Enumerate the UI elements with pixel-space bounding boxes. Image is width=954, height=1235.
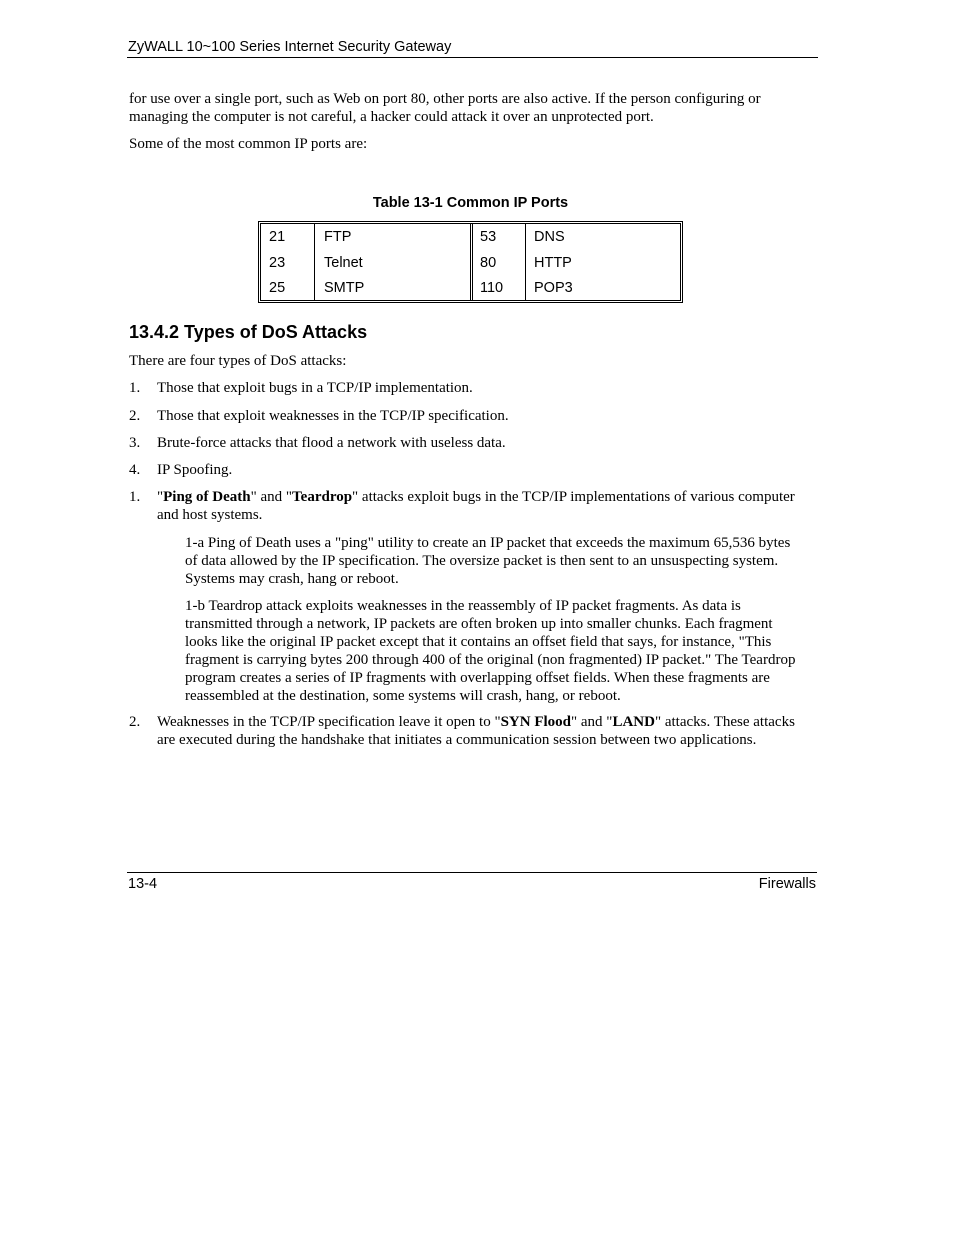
list-number: 1. — [129, 489, 141, 505]
quote: " — [157, 489, 164, 505]
page-number: 13-4 — [128, 876, 158, 892]
text-fragment: " attacks exploit bugs in the TCP/IP implementations of various computer and host systems. — [157, 489, 795, 523]
service-name-cell: Telnet — [324, 255, 363, 271]
section-heading: 13.4.2 Types of DoS Attacks — [129, 322, 368, 342]
port-number-cell: 110 — [480, 280, 504, 296]
list-number: 4. — [129, 462, 141, 478]
list-number: 2. — [129, 408, 141, 424]
section-intro: There are four types of DoS attacks: — [129, 353, 347, 369]
list-number: 2. — [129, 714, 141, 730]
text-fragment: " and " — [571, 714, 613, 730]
port-number-cell: 21 — [269, 229, 286, 245]
list-text: Brute-force attacks that flood a network with useless data. — [157, 435, 506, 451]
port-number-cell: 80 — [480, 255, 497, 271]
column-divider — [314, 224, 315, 300]
service-name-cell: HTTP — [534, 255, 572, 271]
detail-text — [157, 713, 797, 749]
port-number-cell: 53 — [480, 229, 497, 245]
detail-item-spec-weaknesses — [129, 713, 801, 767]
header-divider — [127, 57, 818, 58]
list-text: Those that exploit weaknesses in the TCP/IP specification. — [157, 408, 509, 424]
term-ping-of-death: Ping of Death — [163, 489, 251, 505]
list-item — [129, 461, 801, 479]
term-land: LAND — [612, 714, 655, 730]
table-caption: Table 13-1 Common IP Ports — [372, 195, 569, 211]
sub-paragraph-ping-of-death: 1-a Ping of Death uses a "ping" utility to create an IP packet that exceeds the maximum 65,536 bytes of data allowed by the IP specification. The oversize packet is then sent to an unsuspecting system. Systems may crash, hang or reboot. — [185, 535, 791, 587]
list-item — [129, 434, 801, 452]
chapter-name: Firewalls — [758, 876, 816, 892]
list-text: IP Spoofing. — [157, 462, 233, 478]
list-number: 3. — [129, 435, 141, 451]
service-name-cell: FTP — [324, 229, 352, 245]
common-ip-ports-table — [258, 221, 683, 303]
column-divider-center — [470, 224, 473, 300]
list-number: 1. — [129, 380, 141, 396]
text-fragment: " attacks. These attacks are executed during the handshake that initiates a communication session between two applications. — [157, 714, 795, 748]
term-teardrop: Teardrop — [292, 489, 353, 505]
service-name-cell: SMTP — [324, 280, 365, 296]
column-divider — [525, 224, 526, 300]
list-item — [129, 379, 801, 397]
port-number-cell: 25 — [269, 280, 286, 296]
detail-text — [157, 488, 797, 524]
term-syn-flood: SYN Flood — [500, 714, 572, 730]
intro-paragraph: for use over a single port, such as Web on port 80, other ports are also active. If the person configuring or managing the computer is not careful, a hacker could attack it over an unprotected port. — [129, 91, 761, 125]
page-header-title: ZyWALL 10~100 Series Internet Security Gateway — [128, 39, 452, 55]
footer-divider — [127, 872, 817, 873]
detail-item-bug-attacks — [129, 488, 801, 524]
service-name-cell: POP3 — [534, 280, 573, 296]
list-item — [129, 407, 801, 425]
text-fragment: " and " — [250, 489, 293, 505]
list-text: Those that exploit bugs in a TCP/IP implementation. — [157, 380, 473, 396]
service-name-cell: DNS — [534, 229, 565, 245]
sub-paragraph-teardrop: 1-b Teardrop attack exploits weaknesses in the reassembly of IP packet fragments. As data is transmitted through a network, IP packets are often broken up into smaller chunks. Each fragment looks like the original IP packet except that it contains an offset field that says, for instance, "This fragment is carrying bytes 200 through 400 of the original (non fragmented) IP packet." The Teardrop program creates a series of IP fragments with overlapping offset fields. When these fragments are reassembled at the destination, some systems will crash, hang, or reboot. — [185, 598, 796, 704]
intro-lead-in: Some of the most common IP ports are: — [129, 136, 368, 152]
port-number-cell: 23 — [269, 255, 286, 271]
text-fragment: Weaknesses in the TCP/IP specification leave it open to " — [157, 714, 501, 730]
